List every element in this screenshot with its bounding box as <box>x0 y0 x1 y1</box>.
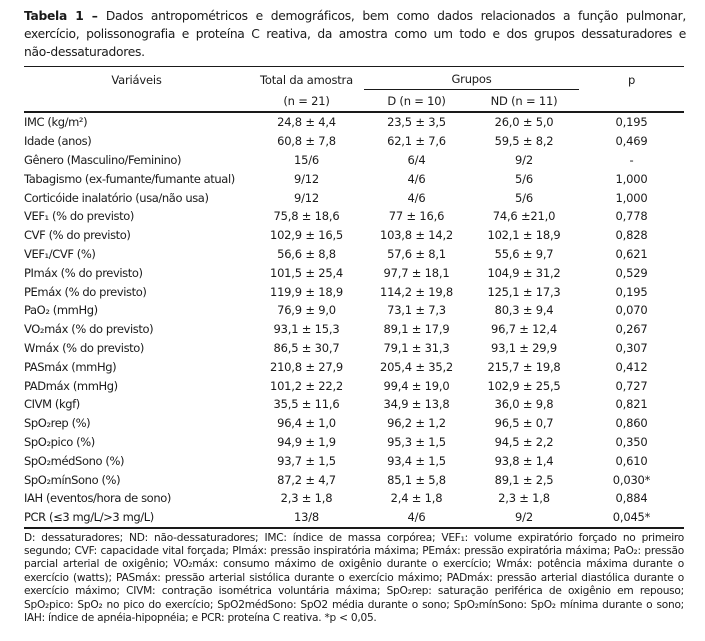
table-row <box>24 301 684 320</box>
table-caption <box>24 7 686 61</box>
table-row <box>24 263 684 282</box>
cell-total: 13/8 <box>293 510 320 525</box>
row-label: VO₂máx (% do previsto) <box>24 322 154 337</box>
cell-d: 99,4 ± 19,0 <box>383 378 450 393</box>
cell-d: 93,4 ± 1,5 <box>387 453 446 468</box>
cell-p: 0,469 <box>615 134 648 149</box>
cell-d: 96,2 ± 1,2 <box>387 416 446 431</box>
row-label: SpO₂pico (%) <box>24 434 95 449</box>
header-total-n: (n = 21) <box>283 93 330 108</box>
cell-p: 0,070 <box>615 303 648 318</box>
cell-nd: 94,5 ± 2,2 <box>494 434 554 449</box>
cell-d: 6/4 <box>407 152 426 167</box>
cell-d: 4/6 <box>407 510 426 525</box>
row-label: SpO₂mínSono (%) <box>24 472 121 487</box>
cell-nd: 9/2 <box>515 510 533 525</box>
cell-nd: 215,7 ± 19,8 <box>487 359 561 374</box>
cell-nd: 80,3 ± 9,4 <box>494 303 554 318</box>
row-label: PCR (≤3 mg/L/>3 mg/L) <box>24 510 154 525</box>
cell-nd: 5/6 <box>515 190 533 205</box>
row-label: IAH (eventos/hora de sono) <box>24 491 171 506</box>
row-label: Tabagismo (ex-fumante/fumante atual) <box>24 171 235 186</box>
cell-p: 0,529 <box>615 265 648 280</box>
table-row <box>24 151 684 170</box>
cell-p: 0,727 <box>615 378 648 393</box>
cell-p: 0,307 <box>615 340 648 355</box>
cell-p: 0,821 <box>615 397 648 412</box>
cell-p: 0,030* <box>612 472 651 487</box>
table-row <box>24 188 684 207</box>
cell-nd: 102,1 ± 18,9 <box>487 228 561 243</box>
cell-p: 0,610 <box>615 453 648 468</box>
cell-d: 89,1 ± 17,9 <box>383 322 450 337</box>
header-group-d: D (n = 10) <box>387 93 446 108</box>
cell-p: 0,045* <box>612 510 651 525</box>
table-body <box>24 113 684 529</box>
row-label: SpO₂rep (%) <box>24 416 91 431</box>
cell-total: 86,5 ± 30,7 <box>273 340 340 355</box>
cell-nd: 104,9 ± 31,2 <box>487 265 561 280</box>
header-total: Total da amostra <box>260 72 353 87</box>
table-caption-text: Dados antropométricos e demográficos, bem como dados relacionados a função pulmonar, exercício, polissonografia e proteína C reativa, da amostra como um todo e dos grupos dessaturadores e não-dessaturadores. <box>24 9 686 59</box>
cell-total: 56,6 ± 8,8 <box>277 246 336 261</box>
table-row <box>24 489 684 508</box>
cell-total: 101,2 ± 22,2 <box>269 378 344 393</box>
cell-d: 73,1 ± 7,3 <box>387 303 446 318</box>
cell-total: 101,5 ± 25,4 <box>269 265 344 280</box>
cell-d: 97,7 ± 18,1 <box>383 265 450 280</box>
cell-total: 93,7 ± 1,5 <box>277 453 336 468</box>
cell-total: 9/12 <box>293 190 320 205</box>
cell-nd: 9/2 <box>515 152 533 167</box>
table-row <box>24 508 684 528</box>
cell-p: 0,350 <box>615 434 648 449</box>
table-row <box>24 113 684 132</box>
row-label: PaO₂ (mmHg) <box>24 303 98 318</box>
cell-nd: 2,3 ± 1,8 <box>498 491 550 506</box>
table-row <box>24 245 684 264</box>
cell-nd: 125,1 ± 17,3 <box>487 284 561 299</box>
cell-nd: 96,5 ± 0,7 <box>494 416 554 431</box>
row-label: Corticóide inalatório (usa/não usa) <box>24 190 209 205</box>
data-table <box>24 66 684 625</box>
table-row <box>24 282 684 301</box>
cell-total: 9/12 <box>293 171 320 186</box>
header-variables: Variáveis <box>111 72 162 87</box>
cell-d: 62,1 ± 7,6 <box>387 134 446 149</box>
cell-d: 2,4 ± 1,8 <box>390 491 443 506</box>
cell-d: 205,4 ± 35,2 <box>379 359 454 374</box>
row-label: IMC (kg/m²) <box>24 115 88 130</box>
row-label: PEmáx (% do previsto) <box>24 284 147 299</box>
cell-nd: 89,1 ± 2,5 <box>494 472 554 487</box>
cell-nd: 93,1 ± 29,9 <box>491 340 557 355</box>
header-p: p <box>627 72 636 87</box>
cell-p: 0,860 <box>615 416 648 431</box>
cell-d: 4/6 <box>407 190 426 205</box>
cell-d: 85,1 ± 5,8 <box>387 472 446 487</box>
cell-d: 34,9 ± 13,8 <box>383 397 450 412</box>
table-row <box>24 357 684 376</box>
row-label: Wmáx (% do previsto) <box>24 340 145 355</box>
cell-nd: 5/6 <box>515 171 533 186</box>
cell-p: 0,195 <box>615 284 648 299</box>
cell-d: 79,1 ± 31,3 <box>383 340 450 355</box>
cell-p: 0,267 <box>615 322 648 337</box>
table-row <box>24 226 684 245</box>
cell-p: 1,000 <box>615 190 648 205</box>
cell-p: 0,195 <box>615 115 648 130</box>
table-row <box>24 470 684 489</box>
cell-nd: 26,0 ± 5,0 <box>494 115 554 130</box>
cell-p: 0,828 <box>615 228 648 243</box>
cell-d: 114,2 ± 19,8 <box>379 284 454 299</box>
table-caption-number: Tabela 1 – <box>24 9 106 23</box>
cell-d: 57,6 ± 8,1 <box>387 246 446 261</box>
cell-total: 96,4 ± 1,0 <box>277 416 336 431</box>
cell-nd: 74,6 ±21,0 <box>492 209 556 224</box>
header-groups: Grupos <box>364 69 579 90</box>
table-row <box>24 395 684 414</box>
cell-nd: 102,9 ± 25,5 <box>487 378 561 393</box>
cell-p: 0,621 <box>615 246 648 261</box>
cell-nd: 36,0 ± 9,8 <box>494 397 554 412</box>
cell-p: 0,412 <box>615 359 648 374</box>
cell-p: - <box>629 152 634 167</box>
cell-d: 23,5 ± 3,5 <box>387 115 446 130</box>
table-row <box>24 451 684 470</box>
cell-d: 103,8 ± 14,2 <box>379 228 454 243</box>
cell-total: 87,2 ± 4,7 <box>277 472 336 487</box>
cell-nd: 93,8 ± 1,4 <box>494 453 554 468</box>
cell-d: 4/6 <box>407 171 426 186</box>
row-label: CIVM (kgf) <box>24 397 80 412</box>
table-row <box>24 207 684 226</box>
cell-p: 0,778 <box>615 209 648 224</box>
cell-p: 0,884 <box>615 491 648 506</box>
cell-total: 15/6 <box>293 152 320 167</box>
row-label: VEF₁/CVF (%) <box>24 246 96 261</box>
cell-total: 210,8 ± 27,9 <box>269 359 344 374</box>
table-row <box>24 339 684 358</box>
table-footnote: D: dessaturadores; ND: não-dessaturadores; IMC: índice de massa corpórea; VEF₁: volume expiratório forçado no primeiro segundo; CVF: capacidade vital forçada; PImáx: pressão inspiratória máxima; PEmáx: pressão expiratória máxima; PaO₂: pressão parcial arterial de oxigênio; VO₂máx: consumo máximo de oxigênio durante o exercício; Wmáx: potência máxima durante o exercício (watts); PASmáx: pressão arterial sistólica durante o exercício máximo; PADmáx: pressão arterial diastólica durante o exercício máximo; CIVM: contração isométrica voluntária máxima; SpO₂rep: saturação periférica de oxigênio em repouso; SpO₂pico: SpO₂ no pico do exercício; SpO2médSono: SpO2 média durante o sono; SpO₂mínSono: SpO₂ mínima durante o sono; IAH: índice de apnéia-hipopnéia; e PCR: proteína C reativa. *p < 0,05. <box>24 531 684 624</box>
cell-total: 35,5 ± 11,6 <box>273 397 340 412</box>
cell-d: 95,3 ± 1,5 <box>387 434 446 449</box>
table-row <box>24 376 684 395</box>
row-label: VEF₁ (% do previsto) <box>24 209 134 224</box>
cell-nd: 59,5 ± 8,2 <box>494 134 554 149</box>
row-label: PADmáx (mmHg) <box>24 378 118 393</box>
table-row <box>24 433 684 452</box>
cell-nd: 96,7 ± 12,4 <box>491 322 557 337</box>
cell-nd: 55,6 ± 9,7 <box>494 246 554 261</box>
cell-total: 60,8 ± 7,8 <box>277 134 336 149</box>
cell-total: 93,1 ± 15,3 <box>273 322 340 337</box>
table-row <box>24 320 684 339</box>
table-row <box>24 414 684 433</box>
cell-total: 102,9 ± 16,5 <box>269 228 344 243</box>
row-label: PImáx (% do previsto) <box>24 265 143 280</box>
cell-total: 2,3 ± 1,8 <box>280 491 333 506</box>
cell-total: 119,9 ± 18,9 <box>269 284 344 299</box>
cell-total: 94,9 ± 1,9 <box>277 434 336 449</box>
cell-p: 1,000 <box>615 171 648 186</box>
row-label: Gênero (Masculino/Feminino) <box>24 152 182 167</box>
row-label: PASmáx (mmHg) <box>24 359 117 374</box>
table-row <box>24 132 684 151</box>
cell-d: 77 ± 16,6 <box>388 209 445 224</box>
row-label: SpO₂médSono (%) <box>24 453 125 468</box>
table-row <box>24 169 684 188</box>
cell-total: 24,8 ± 4,4 <box>277 115 336 130</box>
row-label: CVF (% do previsto) <box>24 228 131 243</box>
row-label: Idade (anos) <box>24 134 92 149</box>
cell-total: 75,8 ± 18,6 <box>273 209 340 224</box>
cell-total: 76,9 ± 9,0 <box>277 303 336 318</box>
table-header <box>24 66 684 113</box>
header-group-nd: ND (n = 11) <box>490 93 558 108</box>
